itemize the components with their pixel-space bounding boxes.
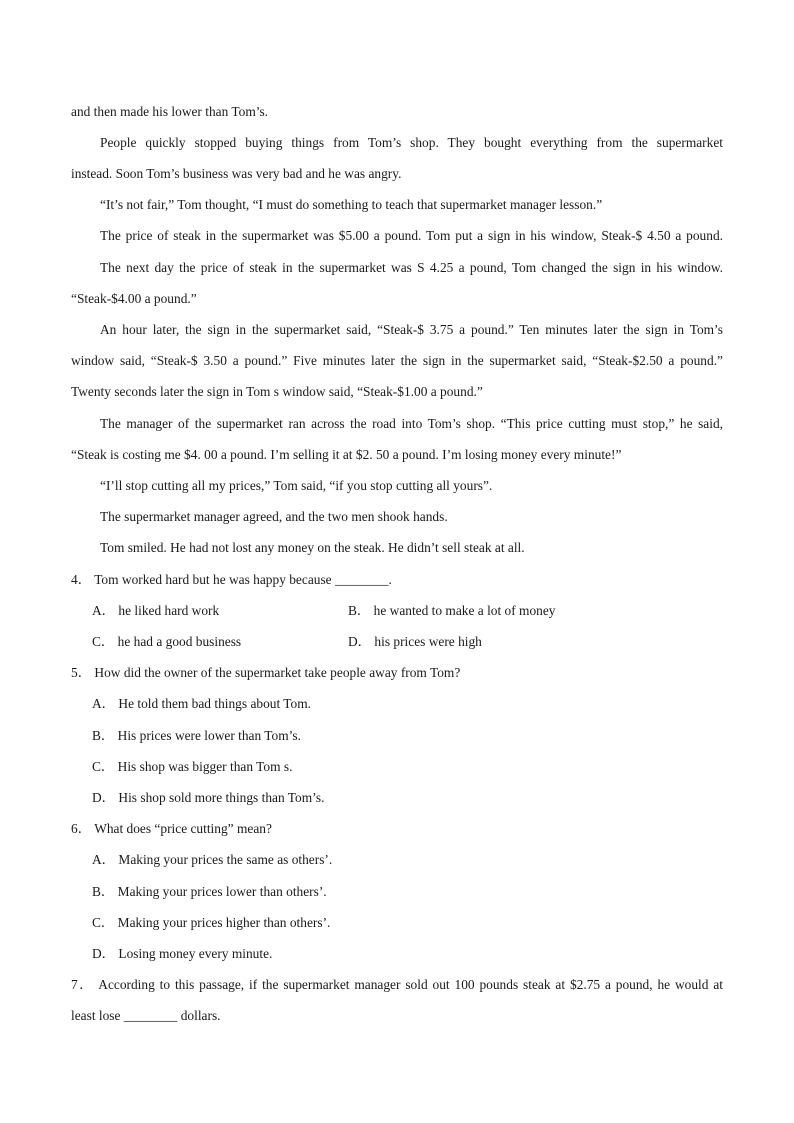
question-6-option-a: A． Making your prices the same as others’. <box>92 852 333 867</box>
question-7: 7． According to this passage, if the supermarket manager sold out 100 pounds steak at $2.75 a pound, he would at <box>71 977 723 992</box>
passage-line: “It’s not fair,” Tom thought, “I must do something to teach that supermarket manager lesson.” <box>100 197 603 212</box>
question-4-option-b: B． he wanted to make a lot of money <box>348 603 556 618</box>
passage-line: and then made his lower than Tom’s. <box>71 104 269 119</box>
question-4-option-a: A． he liked hard work <box>92 603 220 618</box>
passage-line: An hour later, the sign in the supermarket said, “Steak-$ 3.75 a pound.” Ten minutes later the sign in Tom’s <box>100 322 723 337</box>
passage-line: Twenty seconds later the sign in Tom s window said, “Steak-$1.00 a pound.” <box>71 384 483 399</box>
question-5-option-c: C． His shop was bigger than Tom s. <box>92 759 293 774</box>
question-7-continuation: least lose ________ dollars. <box>71 1008 221 1023</box>
passage-line: The price of steak in the supermarket was $5.00 a pound. Tom put a sign in his window, Steak-$ 4.50 a pound. <box>100 228 723 243</box>
passage-line: People quickly stopped buying things from Tom’s shop. They bought everything from the supermarket <box>100 135 723 150</box>
passage-line: instead. Soon Tom’s business was very bad and he was angry. <box>71 166 402 181</box>
question-4-option-c: C． he had a good business <box>92 634 242 649</box>
passage-line: The manager of the supermarket ran across the road into Tom’s shop. “This price cutting must stop,” he said, <box>100 416 723 431</box>
question-6-option-b: B． Making your prices lower than others’. <box>92 884 327 899</box>
passage-line: window said, “Steak-$ 3.50 a pound.” Five minutes later the sign in the supermarket said, “Steak-$2.50 a pound.” <box>71 353 723 368</box>
passage-line: Tom smiled. He had not lost any money on the steak. He didn’t sell steak at all. <box>100 540 525 555</box>
question-5-option-b: B． His prices were lower than Tom’s. <box>92 728 301 743</box>
question-6-option-c: C． Making your prices higher than others’. <box>92 915 331 930</box>
passage-line: “Steak is costing me $4. 00 a pound. I’m selling it at $2. 50 a pound. I’m losing money every minute!” <box>71 447 622 462</box>
question-5-option-a: A． He told them bad things about Tom. <box>92 696 311 711</box>
passage-line: “Steak-$4.00 a pound.” <box>71 291 197 306</box>
question-6-option-d: D． Losing money every minute. <box>92 946 273 961</box>
question-4: 4． Tom worked hard but he was happy because ________. <box>71 572 392 587</box>
question-4-option-d: D． his prices were high <box>348 634 482 649</box>
passage-line: The supermarket manager agreed, and the two men shook hands. <box>100 509 448 524</box>
question-5-option-d: D． His shop sold more things than Tom’s. <box>92 790 325 805</box>
passage-line: “I’ll stop cutting all my prices,” Tom said, “if you stop cutting all yours”. <box>100 478 493 493</box>
question-6: 6． What does “price cutting” mean? <box>71 821 272 836</box>
passage-line: The next day the price of steak in the supermarket was S 4.25 a pound, Tom changed the sign in his window. <box>100 260 723 275</box>
question-5: 5． How did the owner of the supermarket take people away from Tom? <box>71 665 461 680</box>
